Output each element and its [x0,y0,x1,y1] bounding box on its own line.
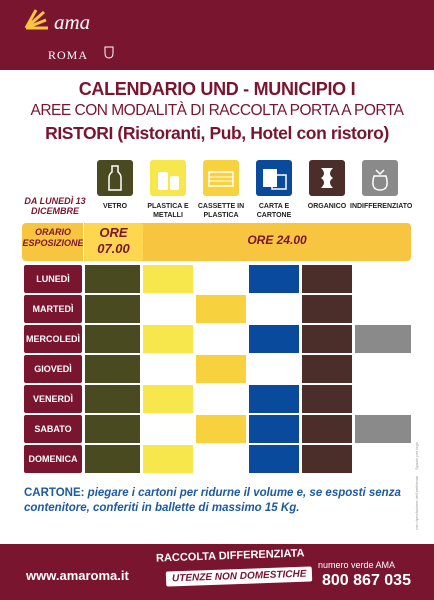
schedule-cell [143,265,193,293]
crate-icon [203,160,239,196]
schedule-cell [85,355,140,383]
schedule-cell [249,385,299,413]
hours-rest: ORE 24.00 [247,233,307,247]
orario-label: ORARIO ESPOSIZIONE [22,227,84,248]
schedule-cell [143,385,193,413]
schedule-cell [85,385,140,413]
day-label-mercoledi: MERCOLEDÌ [24,325,82,353]
day-label-domenica: DOMENICA [24,445,82,473]
day-label-martedi: MARTEDÌ [24,295,82,323]
page-audience: RISTORI (Ristoranti, Pub, Hotel con ristoro) [45,123,389,143]
paper-cardboard-icon [256,160,292,196]
category-label-organico: ORGANICO [307,203,347,210]
schedule-cell [302,325,352,353]
schedule-cell [85,265,140,293]
website-link[interactable]: www.amaroma.it [26,568,129,583]
day-label-giovedi: GIOVEDÌ [24,355,82,383]
schedule-cell [85,445,140,473]
hours-first: ORE 07.00 [97,225,130,256]
day-label-sabato: SABATO [24,415,82,443]
cartone-note-text: piegare i cartoni per ridurne il volume e, se esposti senza contenitore, conferiti in ballette di massimo 15 Kg. [24,487,401,514]
side-note-bottom: con riproduzione dell'ambiente [414,475,419,530]
cartone-note-key: CARTONE: [24,487,85,499]
plastic-metal-icon [150,160,186,196]
schedule-cell [85,295,140,323]
page-title: CALENDARIO UND - MUNICIPIO I [78,79,356,99]
schedule-cell [249,325,299,353]
start-date-label: DA LUNEDÌ 13 DICEMBRE [24,196,86,216]
campaign-subtitle: UTENZE NON DOMESTICHE [166,566,313,586]
schedule-cell [196,415,246,443]
schedule-cell [302,415,352,443]
city-label: ROMA [48,48,89,62]
schedule-cell [249,415,299,443]
sun-rays-logo-icon [22,8,50,30]
schedule-cell [355,415,411,443]
roma-crest-icon [104,46,114,59]
schedule-cell [143,325,193,353]
schedule-cell [355,325,411,353]
cartone-note [24,486,414,516]
side-note-top: Spazio per logo [414,442,419,470]
category-label-vetro: VETRO [102,203,128,210]
schedule-cell [143,445,193,473]
trash-bag-icon [362,160,398,196]
category-label-carta: CARTA E CARTONE [256,203,292,219]
schedule-cell [249,445,299,473]
schedule-cell [249,265,299,293]
schedule-cell [85,325,140,353]
toll-free-number[interactable]: 800 867 035 [322,572,411,589]
schedule-cell [302,265,352,293]
day-label-venerdi: VENERDÌ [24,385,82,413]
schedule-cell [196,355,246,383]
apple-core-icon [309,160,345,196]
title-block [0,78,434,144]
schedule-cell [302,445,352,473]
schedule-cell [85,415,140,443]
schedule-cell [196,295,246,323]
category-label-cassette: CASSETTE IN PLASTICA [197,203,245,219]
toll-free-label: numero verde AMA [318,560,396,570]
campaign-title: RACCOLTA DIFFERENZIATA [155,547,305,565]
page-subtitle: AREE CON MODALITÀ DI RACCOLTA PORTA A PORTA [30,102,404,119]
glass-bottle-icon [97,160,133,196]
schedule-cell [302,355,352,383]
category-label-plastica: PLASTICA E METALLI [147,203,189,219]
logo-text: ama [54,10,91,34]
schedule-cell [302,385,352,413]
category-label-indifferenziato: INDIFFERENZIATO [350,203,413,210]
day-label-lunedi: LUNEDÌ [24,265,82,293]
schedule-cell [302,295,352,323]
